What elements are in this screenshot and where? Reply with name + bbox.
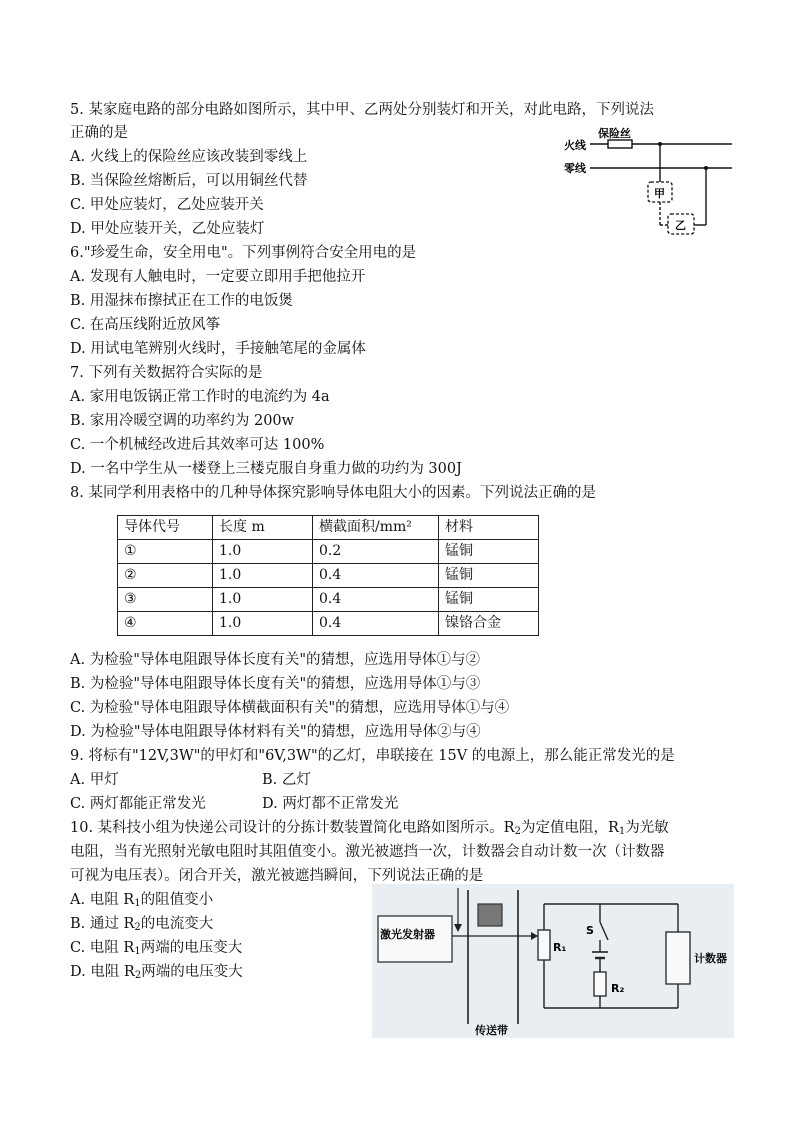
switch-label: S: [586, 924, 594, 937]
fuse-label: 保险丝: [598, 127, 631, 140]
q8-option-a: A. 为检验"导体电阻跟导体长度有关"的猜想，应选用导体①与②: [70, 652, 481, 668]
subscript: 2: [134, 922, 141, 933]
q7-option-d: D. 一名中学生从一楼登上三楼克服自身重力做的功约为 300J: [70, 461, 462, 477]
table-cell: 镍铬合金: [439, 612, 539, 636]
subscript: 1: [134, 898, 141, 909]
q7-option-a: A. 家用电饭锅正常工作时的电流约为 4a: [70, 389, 330, 405]
q5-option-d: D. 甲处应装开关，乙处应装灯: [70, 221, 265, 237]
q5-stem-line2: 正确的是: [70, 125, 128, 141]
q10-stem-line3: 可视为电压表）。闭合开关，激光被遮挡瞬间，下列说法正确的是: [70, 868, 484, 884]
q8-option-b: B. 为检验"导体电阻跟导体长度有关"的猜想，应选用导体①与③: [70, 676, 481, 692]
table-cell: 0.2: [313, 540, 439, 564]
q7-option-c: C. 一个机械经改进后其效率可达 100%: [70, 437, 325, 453]
q9-option-d: D. 两灯都不正常发光: [262, 796, 399, 812]
package-box: [478, 904, 502, 926]
q5-option-a: A. 火线上的保险丝应该改装到零线上: [70, 149, 308, 165]
option-part: A. 电阻 R: [70, 892, 135, 908]
q9-stem: 9. 将标有"12V,3W"的甲灯和"6V,3W"的乙灯，串联接在 15V 的电源上，那么能正常发光的是: [70, 748, 675, 764]
table-cell: ④: [118, 612, 213, 636]
q7-option-b: B. 家用冷暖空调的功率约为 200w: [70, 413, 295, 429]
q9-option-b: B. 乙灯: [262, 772, 311, 788]
table-row: [118, 588, 539, 612]
option-part: 两端的电压变大: [140, 940, 243, 956]
q10-option-a: [70, 890, 213, 914]
table-cell: 1.0: [213, 612, 313, 636]
position-yi-label: 乙: [675, 219, 686, 232]
r2-label: R₂: [611, 982, 625, 995]
subscript: 1: [618, 826, 626, 837]
q10-option-d: [70, 962, 243, 986]
q5-circuit-figure: [560, 125, 740, 240]
table-row: [118, 540, 539, 564]
table-cell: ③: [118, 588, 213, 612]
r1-label: R₁: [553, 941, 567, 954]
table-cell: 1.0: [213, 588, 313, 612]
table-row: [118, 612, 539, 636]
q6-stem: 6."珍爱生命，安全用电"。下列事例符合安全用电的是: [70, 245, 417, 261]
q10-option-b: [70, 914, 213, 938]
q9-option-a: A. 甲灯: [70, 772, 119, 788]
table-cell: 1.0: [213, 564, 313, 588]
q10-stem-line1: [70, 818, 669, 842]
header-area: 横截面积/mm²: [313, 516, 439, 540]
option-part: 的电流变大: [140, 916, 214, 932]
q10-stem-part: 为光敏: [625, 820, 669, 836]
table-cell: 0.4: [313, 612, 439, 636]
q10-option-c: [70, 938, 242, 962]
q8-option-d: D. 为检验"导体电阻跟导体材料有关"的猜想，应选用导体②与④: [70, 724, 481, 740]
live-wire-label: 火线: [564, 139, 586, 152]
position-jia-label: 甲: [654, 187, 665, 200]
table-cell: ①: [118, 540, 213, 564]
header-code: 导体代号: [118, 516, 213, 540]
option-part: 的阻值变小: [140, 892, 214, 908]
q5-option-b: B. 当保险丝熔断后，可以用铜丝代替: [70, 173, 308, 189]
conductor-table: [117, 515, 539, 636]
table-header-row: [118, 516, 539, 540]
q10-stem-line2: 电阻，当有光照射光敏电阻时其阻值变小。激光被遮挡一次，计数器会自动计数一次（计数器: [70, 844, 665, 860]
header-length: 长度 m: [213, 516, 313, 540]
table-cell: 锰铜: [439, 564, 539, 588]
laser-emitter-label: 激光发射器: [380, 928, 435, 941]
table-cell: 锰铜: [439, 540, 539, 564]
table-row: [118, 564, 539, 588]
q6-option-a: A. 发现有人触电时，一定要立即用手把他拉开: [70, 269, 366, 285]
option-part: C. 电阻 R: [70, 940, 135, 956]
q6-option-b: B. 用湿抹布擦拭正在工作的电饭煲: [70, 293, 293, 309]
option-part: D. 电阻 R: [70, 964, 135, 980]
q5-stem-line1: 5. 某家庭电路的部分电路如图所示，其中甲、乙两处分别装灯和开关，对此电路，下列说法: [70, 102, 654, 118]
q6-option-c: C. 在高压线附近放风筝: [70, 317, 221, 333]
subscript: 1: [134, 946, 141, 957]
counter-box: [666, 932, 690, 984]
counter-label: 计数器: [694, 952, 727, 965]
header-material: 材料: [439, 516, 539, 540]
q6-option-d: D. 用试电笔辨别火线时，手接触笔尾的金属体: [70, 341, 366, 357]
r2-resistor: [594, 972, 606, 996]
option-part: B. 通过 R: [70, 916, 135, 932]
subscript: 2: [514, 826, 521, 837]
q8-stem: 8. 某同学利用表格中的几种导体探究影响导体电阻大小的因素。下列说法正确的是: [70, 485, 596, 501]
table-cell: 1.0: [213, 540, 313, 564]
conveyor-belt-label: 传送带: [475, 1024, 508, 1037]
fuse-symbol: [608, 140, 632, 148]
subscript: 2: [134, 970, 142, 981]
q10-stem-part: 为定值电阻，R: [520, 820, 619, 836]
table-cell: 0.4: [313, 588, 439, 612]
r1-resistor: [538, 930, 550, 960]
q9-option-c: C. 两灯都能正常发光: [70, 796, 206, 812]
q5-option-c: C. 甲处应装灯，乙处应装开关: [70, 197, 264, 213]
neutral-wire-label: 零线: [564, 162, 586, 175]
q10-stem-part: 10. 某科技小组为快递公司设计的分拣计数装置简化电路如图所示。R: [70, 820, 515, 836]
q10-circuit-figure: [372, 884, 734, 1038]
table-cell: ②: [118, 564, 213, 588]
option-part: 两端的电压变大: [141, 964, 243, 980]
q7-stem: 7. 下列有关数据符合实际的是: [70, 365, 263, 381]
table-cell: 0.4: [313, 564, 439, 588]
q8-option-c: C. 为检验"导体电阻跟导体横截面积有关"的猜想，应选用导体①与④: [70, 700, 510, 716]
table-cell: 锰铜: [439, 588, 539, 612]
